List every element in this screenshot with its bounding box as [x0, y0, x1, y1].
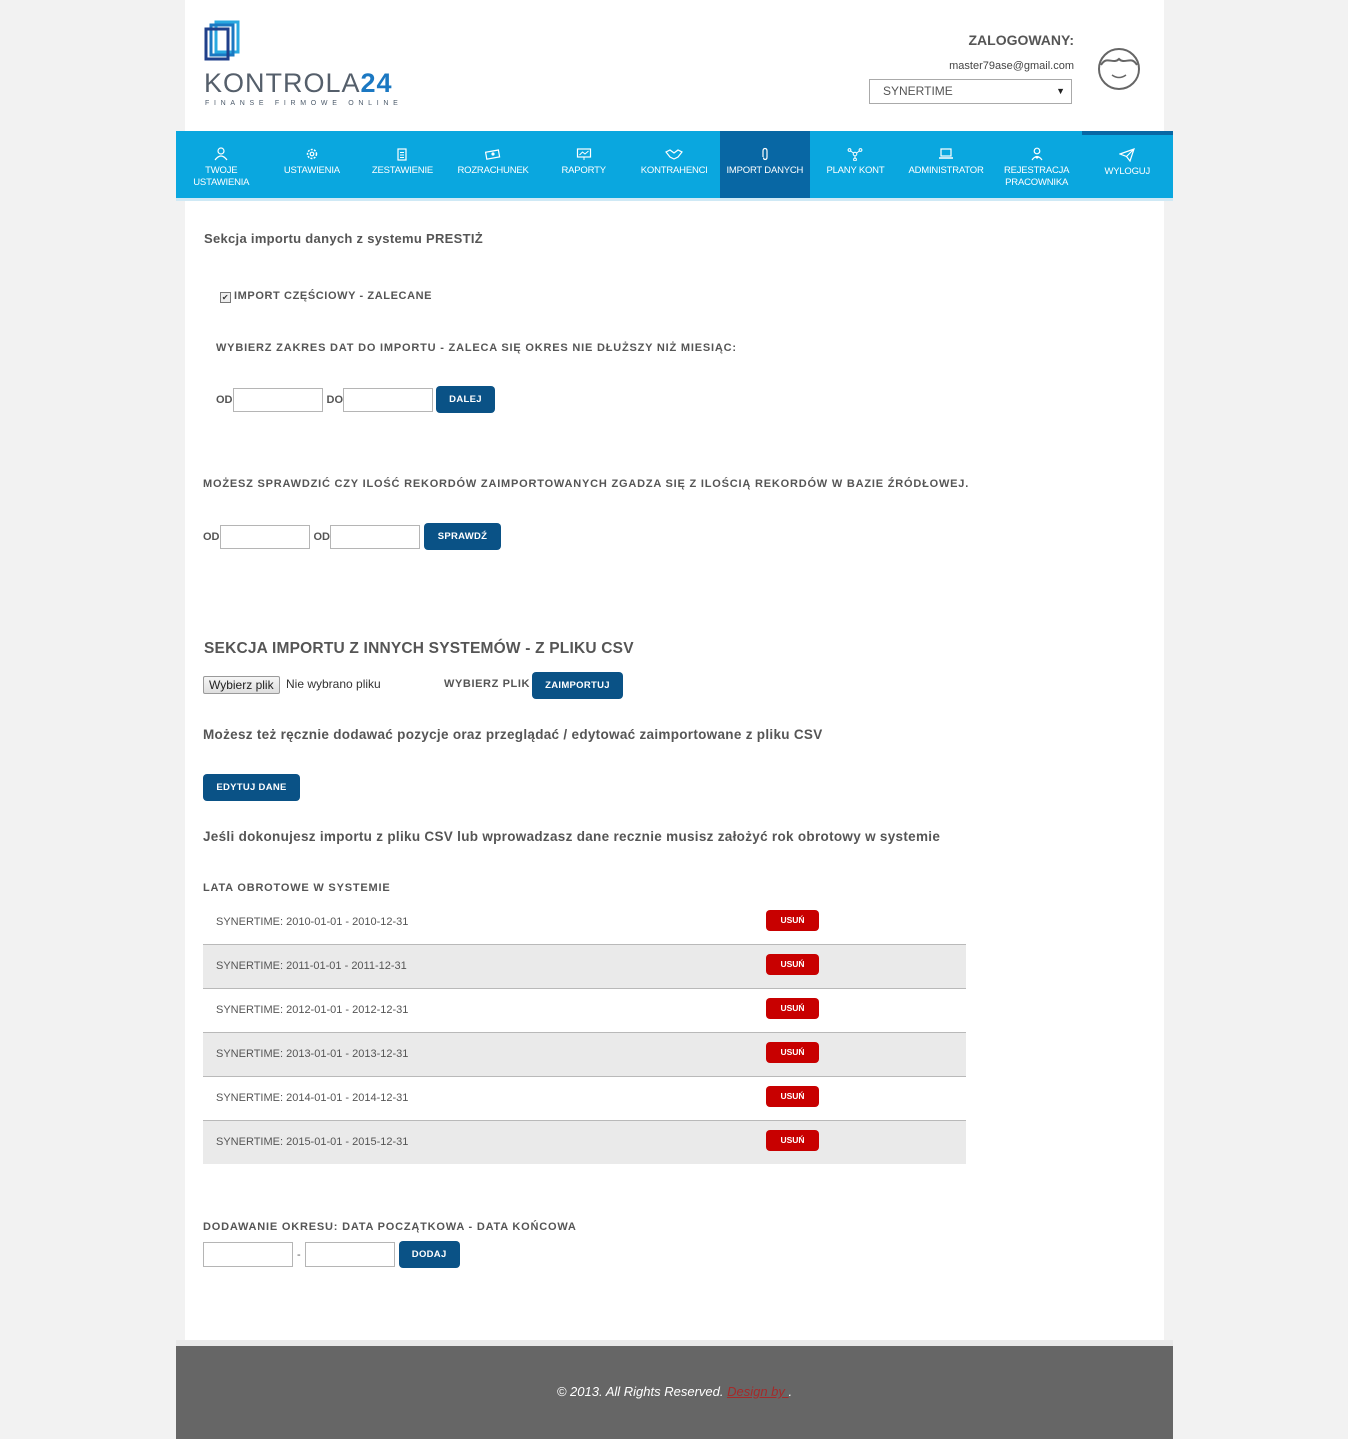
fiscal-year-text: SYNERTIME: 2015-01-01 - 2015-12-31 — [216, 1136, 409, 1148]
check-from-label: OD — [203, 530, 220, 543]
main-nav — [176, 131, 1173, 198]
partial-import-label: IMPORT CZĘŚCIOWY - ZALECANE — [234, 290, 433, 302]
money-icon — [485, 147, 501, 161]
footer-end: . — [788, 1384, 793, 1399]
import-from-input[interactable] — [233, 388, 323, 412]
logo[interactable] — [204, 20, 404, 110]
nav-item-import-danych[interactable] — [720, 131, 811, 198]
footer-text — [176, 1384, 1173, 1399]
user-email: master79ase@gmail.com — [949, 60, 1074, 72]
add-period-button[interactable]: DODAJ — [399, 1241, 460, 1268]
gear-icon — [305, 147, 319, 161]
partial-import-checkbox[interactable]: ✔ — [221, 293, 230, 302]
no-file-chosen-text: Nie wybrano pliku — [286, 677, 381, 691]
fiscal-year-text: SYNERTIME: 2010-01-01 - 2010-12-31 — [216, 916, 409, 928]
user-icon — [214, 147, 228, 161]
nav-item-rozrachunek[interactable] — [448, 131, 539, 198]
add-period-form — [203, 1241, 460, 1268]
company-select-value: SYNERTIME — [883, 84, 953, 98]
footer — [176, 1346, 1173, 1439]
edit-data-button[interactable]: EDYTUJ DANE — [203, 774, 300, 801]
csv-section-title: SEKCJA IMPORTU Z INNYCH SYSTEMÓW - Z PLIKU CSV — [204, 640, 634, 657]
record-check-hint: MOŻESZ SPRAWDZIĆ CZY ILOŚĆ REKORDÓW ZAIMPORTOWANYCH ZGADZA SIĘ Z ILOŚCIĄ REKORDÓW W BAZIE ŹRÓDŁOWEJ. — [203, 478, 970, 490]
nav-label: USTAWIENIA — [283, 165, 340, 176]
to-label: DO — [326, 393, 343, 406]
delete-button[interactable]: USUŃ — [766, 1086, 819, 1107]
table-row — [203, 901, 966, 945]
nav-item-zestawienie[interactable] — [357, 131, 448, 198]
nav-item-twoje-ustawienia[interactable] — [176, 131, 267, 198]
copyright-text: © 2013. All Rights Reserved. — [556, 1384, 728, 1399]
design-by-link[interactable]: Design by — [727, 1384, 789, 1399]
nav-item-ustawienia[interactable] — [267, 131, 358, 198]
fiscal-year-text: SYNERTIME: 2012-01-01 - 2012-12-31 — [216, 1004, 409, 1016]
nav-label: IMPORT DANYCH — [726, 165, 804, 176]
nav-item-raporty[interactable] — [538, 131, 629, 198]
table-row — [203, 945, 966, 989]
paperclip-icon — [758, 147, 772, 161]
import-date-range-form — [216, 386, 495, 413]
handshake-icon — [665, 147, 683, 161]
import-csv-button[interactable]: ZAIMPORTUJ — [532, 672, 623, 699]
fiscal-years-title: LATA OBROTOWE W SYSTEMIE — [203, 882, 391, 894]
nav-label: KONTRAHENCI — [640, 165, 708, 176]
manual-edit-text: Możesz też ręcznie dodawać pozycje oraz przeglądać / edytować zaimportowane z pliku CSV — [203, 727, 823, 742]
paper-plane-icon — [1119, 148, 1135, 162]
avatar-icon[interactable] — [1097, 47, 1141, 91]
user-add-icon — [1030, 147, 1044, 161]
logo-text: KONTROLA24 — [204, 68, 393, 98]
table-row — [203, 1077, 966, 1121]
logged-in-label: ZALOGOWANY: — [968, 32, 1074, 48]
nav-label: WYLOGUJ — [1104, 166, 1151, 177]
check-to-input[interactable] — [330, 525, 420, 549]
dropdown-arrow-icon: ▼ — [1056, 86, 1065, 96]
nav-bottom-stripe — [176, 198, 1173, 201]
fiscal-year-text: SYNERTIME: 2011-01-01 - 2011-12-31 — [216, 960, 407, 972]
check-to-label: OD — [313, 530, 330, 543]
network-icon — [847, 147, 863, 161]
import-to-input[interactable] — [343, 388, 433, 412]
partial-import-row — [220, 290, 432, 303]
logo-tagline: FINANSE FIRMOWE ONLINE — [205, 100, 403, 107]
from-label: OD — [216, 393, 233, 406]
nav-label: TWOJE USTAWIENIA — [193, 165, 250, 188]
check-from-input[interactable] — [220, 525, 310, 549]
nav-label: PLANY KONT — [826, 165, 885, 176]
delete-button[interactable]: USUŃ — [766, 910, 819, 931]
period-separator: - — [297, 1248, 301, 1261]
nav-label: ADMINISTRATOR — [908, 165, 984, 176]
table-row — [203, 989, 966, 1033]
delete-button[interactable]: USUŃ — [766, 1130, 819, 1151]
fiscal-year-text: Jeśli dokonujesz importu z pliku CSV lub wprowadzasz dane recznie musisz założyć rok obrotowy w systemie — [203, 829, 941, 844]
clipboard-icon — [395, 147, 409, 161]
prestiz-section-title: Sekcja importu danych z systemu PRESTIŻ — [204, 231, 483, 246]
add-period-title: DODAWANIE OKRESU: DATA POCZĄTKOWA - DATA KOŃCOWA — [203, 1221, 577, 1233]
date-range-hint: WYBIERZ ZAKRES DAT DO IMPORTU - ZALECA SIĘ OKRES NIE DŁUŻSZY NIŻ MIESIĄC: — [216, 342, 737, 354]
nav-label: ZESTAWIENIE — [371, 165, 434, 176]
period-start-input[interactable] — [203, 1242, 293, 1267]
company-select[interactable] — [869, 79, 1072, 104]
logo-mark-icon — [204, 20, 244, 64]
check-button[interactable]: SPRAWDŹ — [424, 523, 501, 550]
laptop-icon — [938, 147, 954, 161]
nav-item-rejestracja-pracownika[interactable] — [991, 131, 1082, 198]
presentation-chart-icon — [576, 147, 592, 161]
period-end-input[interactable] — [305, 1242, 395, 1267]
nav-item-kontrahenci[interactable] — [629, 131, 720, 198]
nav-item-plany-kont[interactable] — [810, 131, 901, 198]
next-button[interactable]: DALEJ — [436, 386, 495, 413]
nav-label: REJESTRACJA PRACOWNIKA — [1003, 165, 1070, 188]
table-row — [203, 1033, 966, 1077]
nav-label: RAPORTY — [561, 165, 606, 176]
choose-file-button[interactable]: Wybierz plik — [203, 676, 280, 694]
nav-label: ROZRACHUNEK — [457, 165, 529, 176]
fiscal-year-text: SYNERTIME: 2013-01-01 - 2013-12-31 — [216, 1048, 409, 1060]
nav-item-wyloguj[interactable] — [1082, 131, 1173, 198]
fiscal-years-table — [203, 901, 966, 1164]
table-row — [203, 1121, 966, 1164]
choose-file-label: WYBIERZ PLIK — [444, 678, 531, 690]
record-check-form — [203, 523, 501, 550]
delete-button[interactable]: USUŃ — [766, 1042, 819, 1063]
nav-item-administrator[interactable] — [901, 131, 992, 198]
delete-button[interactable]: USUŃ — [766, 954, 819, 975]
fiscal-year-text: SYNERTIME: 2014-01-01 - 2014-12-31 — [216, 1092, 409, 1104]
delete-button[interactable]: USUŃ — [766, 998, 819, 1019]
